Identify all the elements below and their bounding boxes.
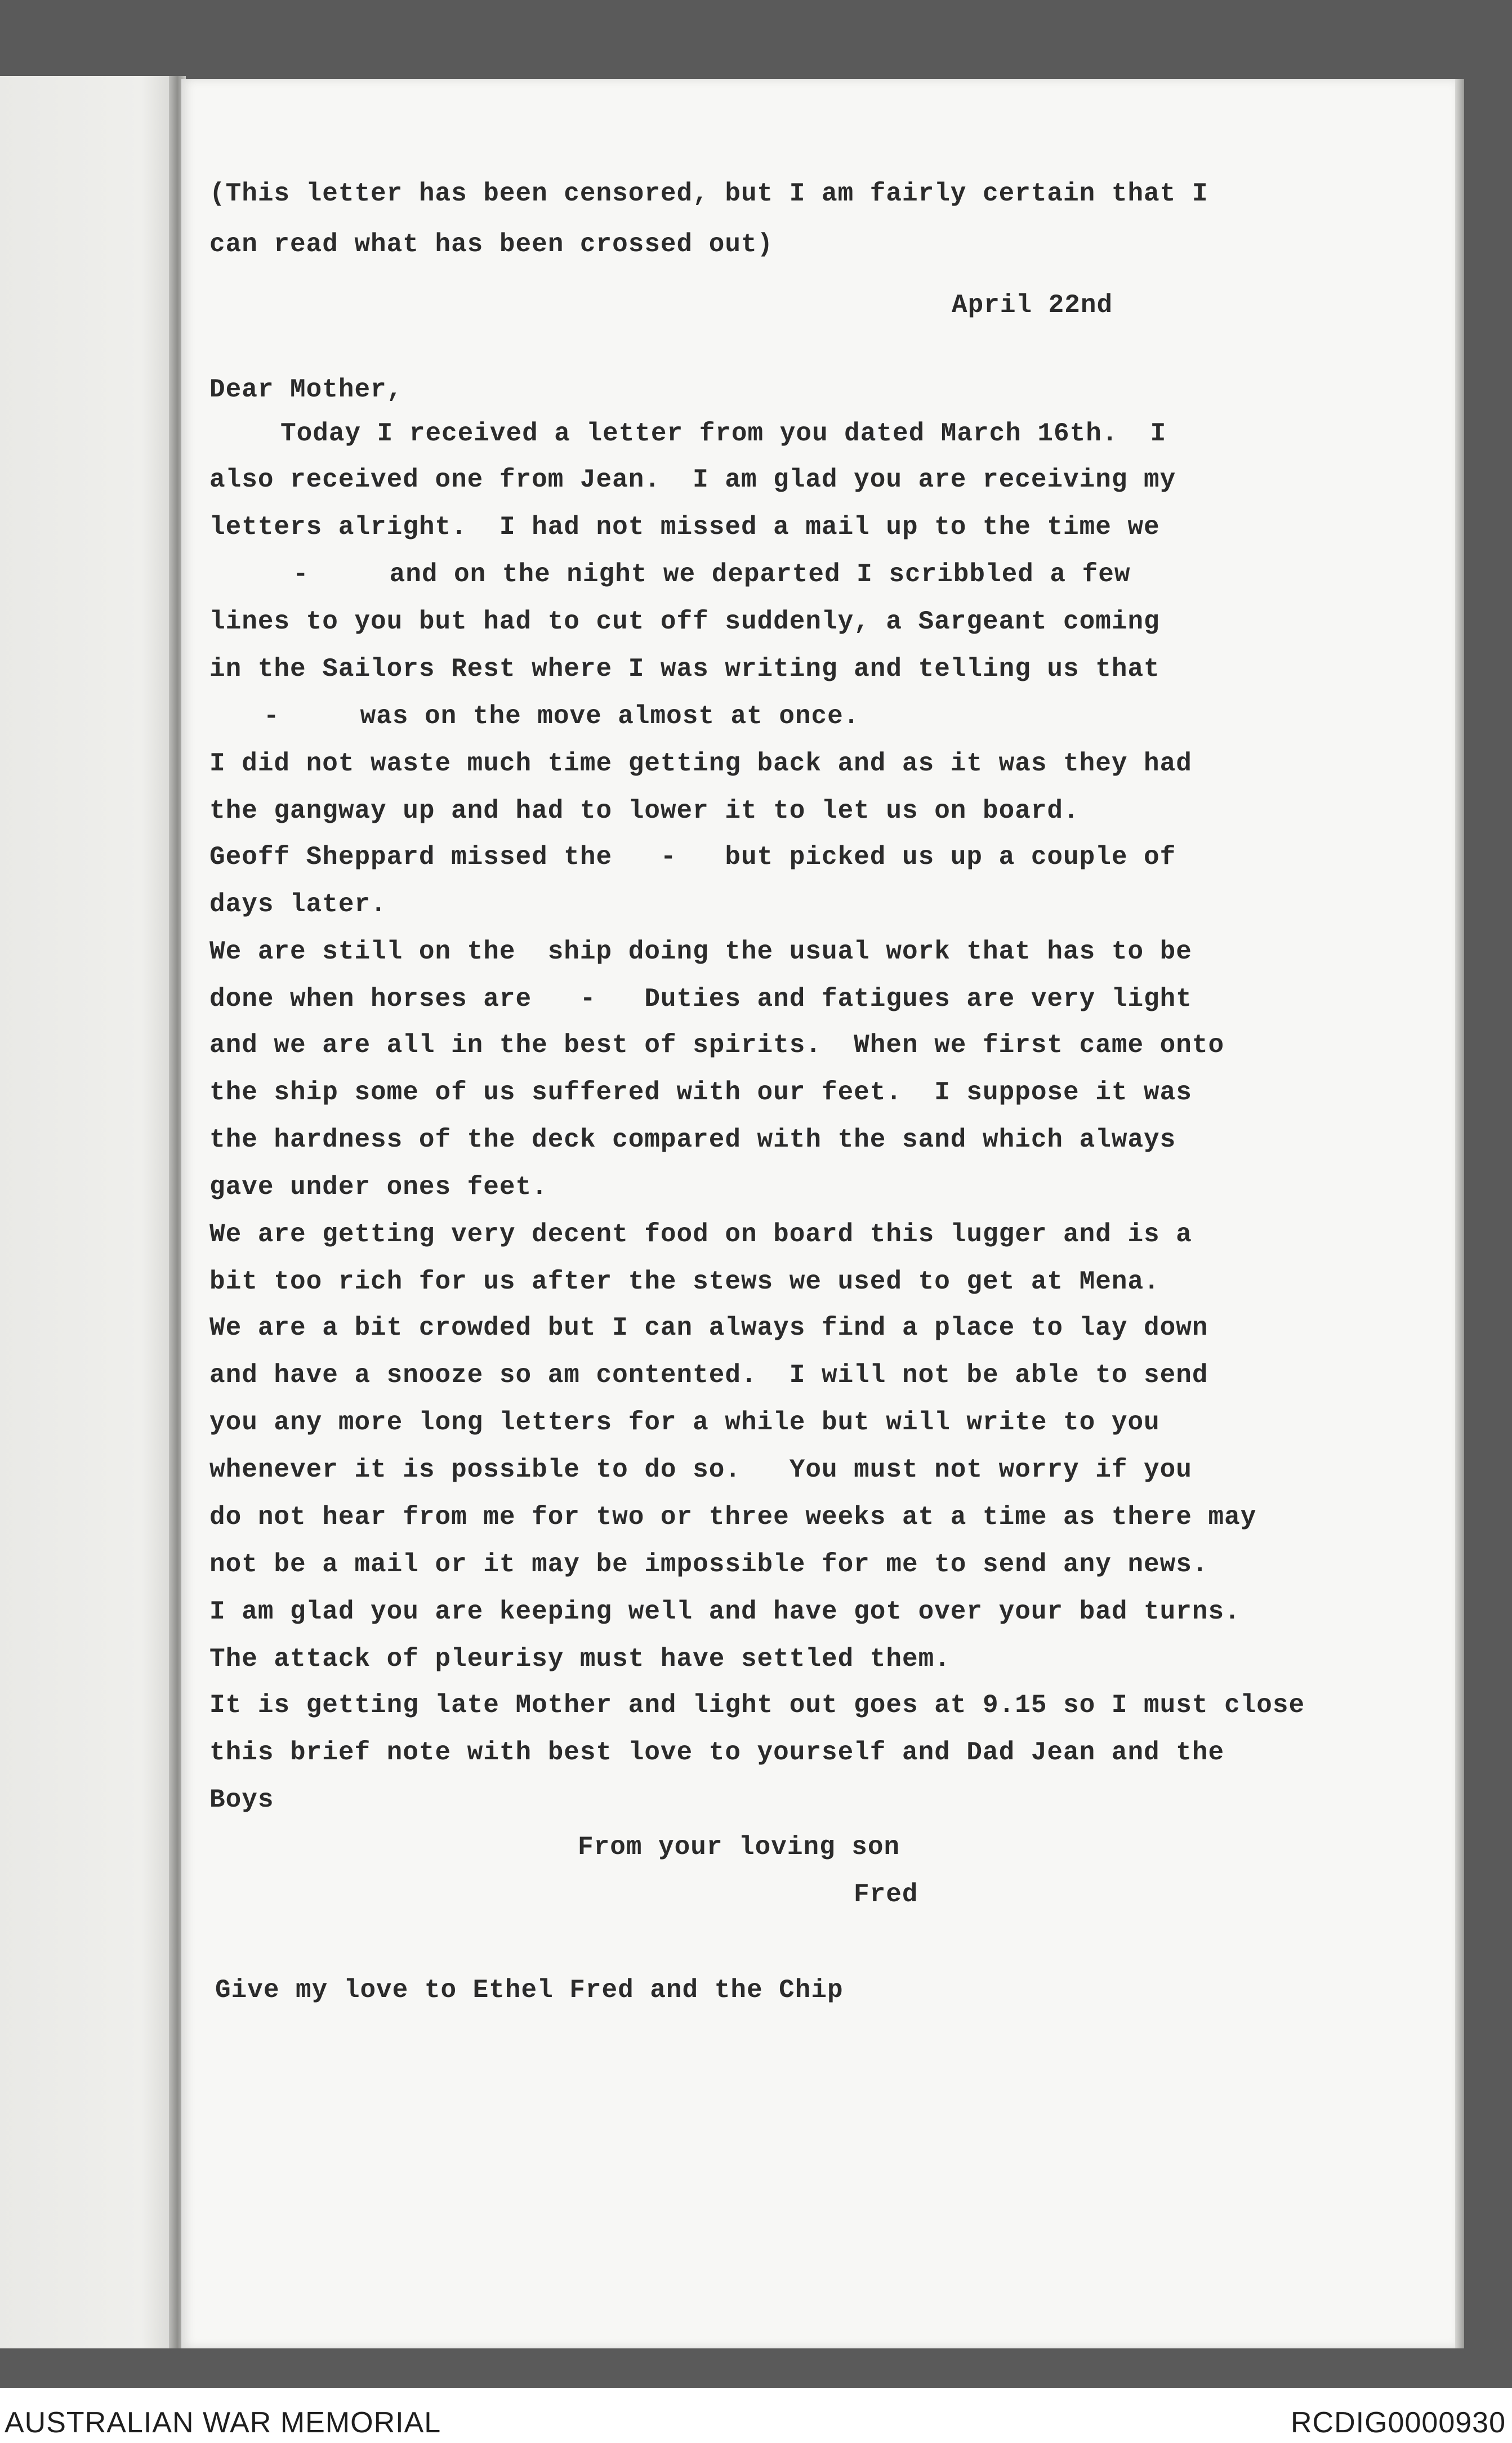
letter-line: the hardness of the deck compared with the sand which always — [209, 1125, 1176, 1154]
letter-date: April 22nd — [952, 291, 1113, 320]
letter-line: in the Sailors Rest where I was writing and telling us that — [209, 654, 1160, 684]
letter-line: the gangway up and had to lower it to let us on board. — [209, 796, 1080, 826]
letter-line: It is getting late Mother and light out goes at 9.15 so I must close — [209, 1691, 1305, 1720]
letter-line: days later. — [209, 890, 387, 919]
letter-line: can read what has been crossed out) — [209, 230, 774, 259]
letter-line: and have a snooze so am contented. I will not be able to send — [209, 1361, 1208, 1390]
letter-line: I did not waste much time getting back and as it was they had — [209, 749, 1192, 778]
letter-line: The attack of pleurisy must have settled them. — [209, 1644, 951, 1674]
letter-line: not be a mail or it may be impossible for me to send any news. — [209, 1550, 1208, 1579]
letter-line: Geoff Sheppard missed the - but picked us up a couple of — [209, 842, 1176, 872]
left-page — [0, 76, 177, 2348]
letter-line: bit too rich for us after the stews we used to get at Mena. — [209, 1267, 1160, 1296]
letter-line: gave under ones feet. — [209, 1173, 548, 1202]
letter-signature: Fred — [854, 1880, 918, 1909]
letter-line: We are a bit crowded but I can always find a place to lay down — [209, 1313, 1208, 1343]
letter-line: I am glad you are keeping well and have got over your bad turns. — [209, 1597, 1241, 1626]
letter-line: whenever it is possible to do so. You must not worry if you — [209, 1455, 1192, 1484]
letter-line: and we are all in the best of spirits. When we first came onto — [209, 1031, 1225, 1060]
letter-postscript: Give my love to Ethel Fred and the Chip — [215, 1976, 844, 2005]
letter-line: this brief note with best love to yourself and Dad Jean and the — [209, 1738, 1225, 1767]
letter-line: the ship some of us suffered with our feet. I suppose it was — [209, 1078, 1192, 1107]
letter-line: - was on the move almost at once. — [264, 702, 860, 731]
letter-closing: From your loving son — [578, 1833, 900, 1862]
letter-line: - and on the night we departed I scribbled a few — [293, 560, 1131, 589]
footer-record-id: RCDIG0000930 — [1291, 2406, 1506, 2439]
left-page-bleed — [0, 327, 177, 349]
footer-institution: AUSTRALIAN WAR MEMORIAL — [5, 2406, 441, 2439]
letter-salutation: Dear Mother, — [209, 375, 403, 404]
letter-line: We are getting very decent food on board this lugger and is a — [209, 1220, 1192, 1249]
letter-line: do not hear from me for two or three weeks at a time as there may — [209, 1503, 1257, 1532]
letter-line: lines to you but had to cut off suddenly, a Sargeant coming — [209, 607, 1160, 636]
letter-line: We are still on the ship doing the usual work that has to be — [209, 937, 1192, 966]
page-edge — [1455, 79, 1464, 2348]
letter-line: done when horses are - Duties and fatigues are very light — [209, 984, 1192, 1014]
letter-line: Boys — [209, 1785, 274, 1815]
letter-line: you any more long letters for a while but will write to you — [209, 1408, 1160, 1437]
letter-line: (This letter has been censored, but I am fairly certain that I — [209, 179, 1208, 208]
letter-line: letters alright. I had not missed a mail up to the time we — [209, 512, 1160, 542]
letter-line: also received one from Jean. I am glad you are receiving my — [209, 465, 1176, 494]
letter-line: Today I received a letter from you dated March 16th. I — [280, 419, 1167, 448]
